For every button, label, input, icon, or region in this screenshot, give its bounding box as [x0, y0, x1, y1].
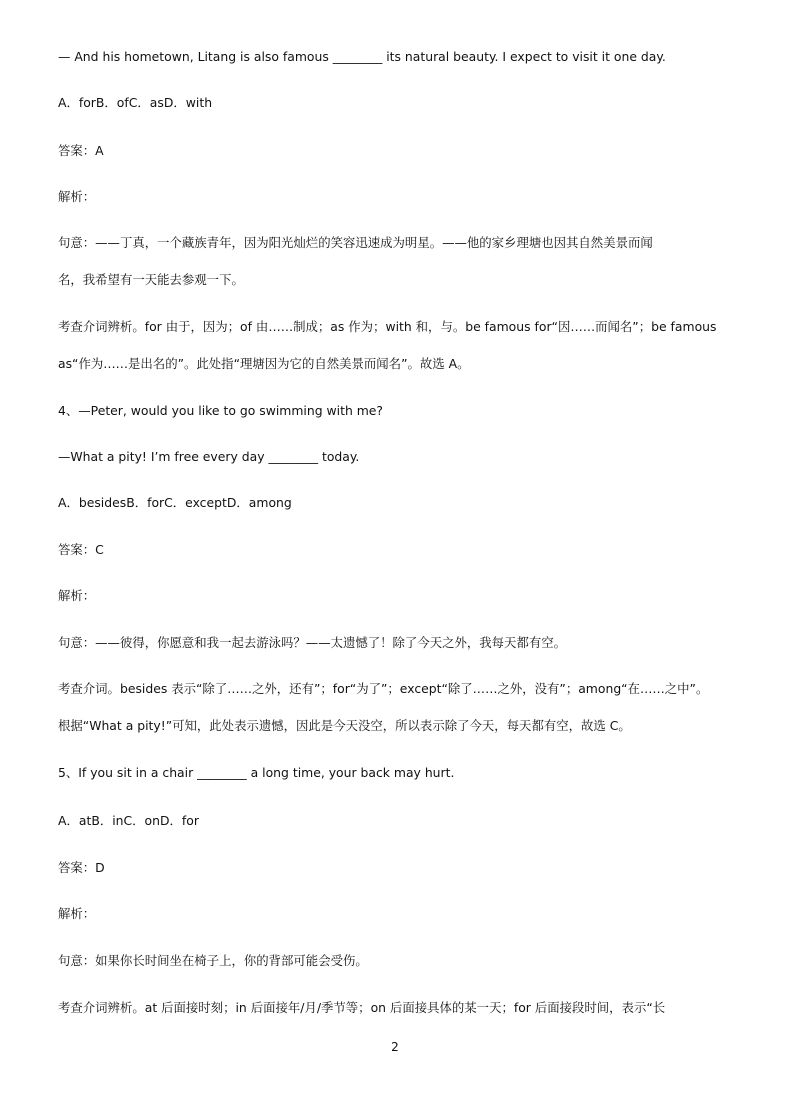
- text-line: 考查介词辨析。for 由于，因为；of 由……制成；as 作为；with 和，与。be famous for“因……而闻名”；be famous: [58, 319, 717, 334]
- analysis-label: 解析：: [58, 588, 96, 603]
- text-line: 句意：如果你长时间坐在椅子上，你的背部可能会受伤。: [58, 953, 368, 968]
- answer-options: A．forB．ofC．asD．with: [58, 95, 213, 110]
- text-line: 考查介词辨析。at 后面接时刻；in 后面接年/月/季节等；on 后面接具体的某一天；for 后面接段时间，表示“长: [58, 1000, 666, 1015]
- answer-label: 答案：A: [58, 143, 104, 158]
- text-line: as“作为……是出名的”。此处指“理塘因为它的自然美景而闻名”。故选 A。: [58, 356, 470, 371]
- text-line: 句意：——彼得，你愿意和我一起去游泳吗？——太遗憾了！除了今天之外，我每天都有空。: [58, 635, 567, 650]
- text-line: —What a pity! I’m free every day ________ today.: [58, 449, 360, 464]
- text-line: 根据“What a pity!”可知，此处表示遗憾，因此是今天没空，所以表示除了今天，每天都有空，故选 C。: [58, 718, 631, 733]
- answer-options: A．besidesB．forC．exceptD．among: [58, 495, 292, 510]
- text-line: 句意：——丁真，一个藏族青年，因为阳光灿烂的笑容迅速成为明星。——他的家乡理塘也因其自然美景而闻: [58, 235, 653, 250]
- answer-label: 答案：D: [58, 860, 105, 875]
- analysis-label: 解析：: [58, 189, 96, 204]
- answer-label: 答案：C: [58, 542, 104, 557]
- page-number: 2: [391, 1040, 399, 1054]
- question-4: 4、—Peter, would you like to go swimming with me?: [58, 403, 383, 418]
- analysis-label: 解析：: [58, 906, 96, 921]
- answer-options: A．atB．inC．onD．for: [58, 813, 199, 828]
- text-line: 名，我希望有一天能去参观一下。: [58, 272, 244, 287]
- text-line: 考查介词。besides 表示“除了……之外，还有”；for“为了”；except“除了……之外，没有”；among“在……之中”。: [58, 681, 709, 696]
- question-5: 5、If you sit in a chair ________ a long time, your back may hurt.: [58, 765, 455, 780]
- text-line: — And his hometown, Litang is also famous ________ its natural beauty. I expect to visit it one day.: [58, 49, 666, 64]
